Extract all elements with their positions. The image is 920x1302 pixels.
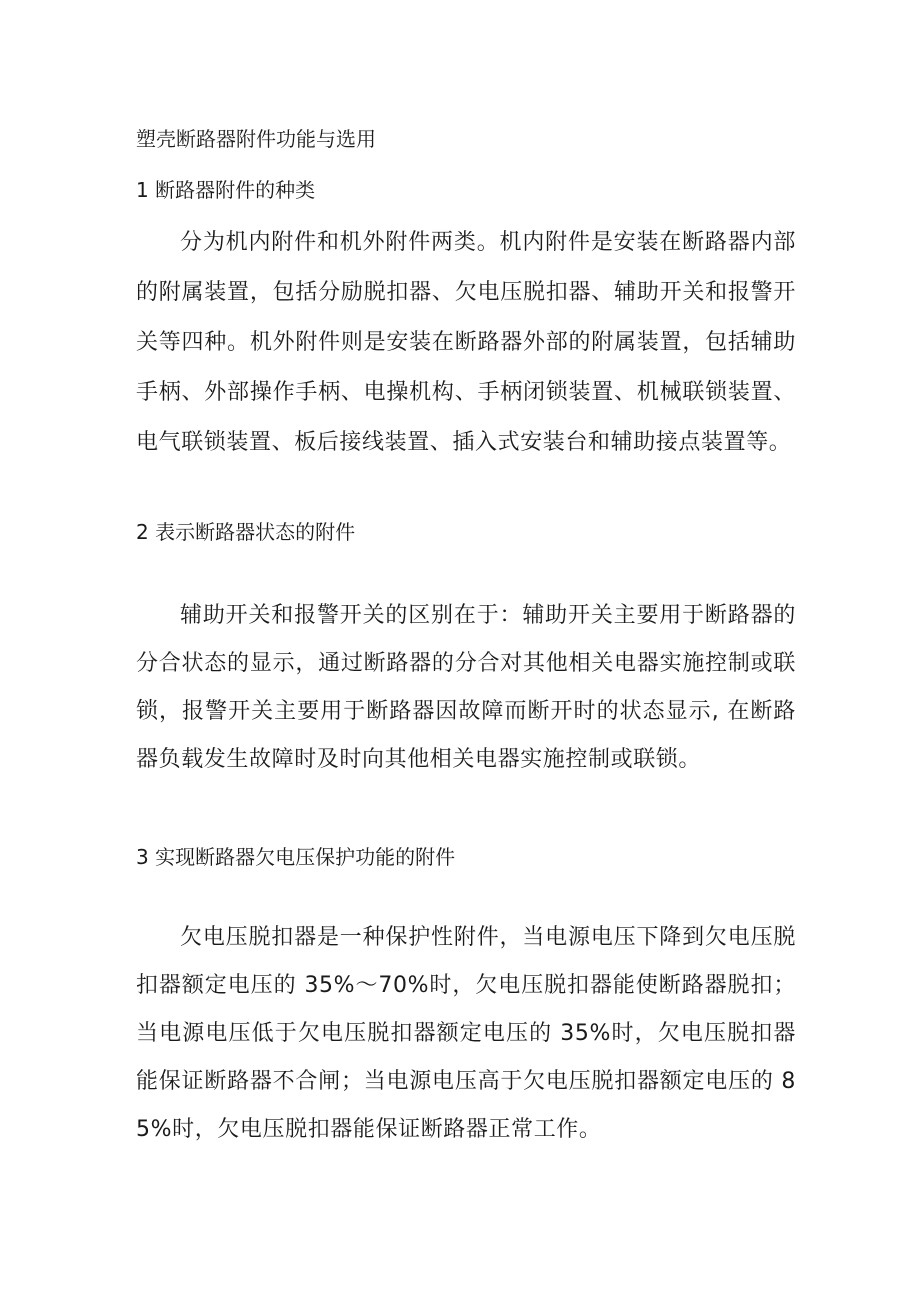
section-heading-2: 2 表示断路器状态的附件 bbox=[136, 520, 356, 544]
section-paragraph-1: 分为机内附件和机外附件两类。机内附件是安装在断路器内部的附属装置，包括分励脱扣器、欠电压脱扣器、辅助开关和报警开关等四种。机外附件则是安装在断路器外部的附属装置，包括辅助手柄、外部操作手柄、电操机构、手柄闭锁装置、机械联锁装置、电气联锁装置、板后接线装置、插入式安装台和辅助接点装置等。 bbox=[136, 230, 796, 455]
section-heading-3: 3 实现断路器欠电压保护功能的附件 bbox=[136, 845, 456, 869]
document-title: 塑壳断路器附件功能与选用 bbox=[136, 127, 376, 151]
section-paragraph-2: 辅助开关和报警开关的区别在于：辅助开关主要用于断路器的分合状态的显示，通过断路器的分合对其他相关电器实施控制或联锁，报警开关主要用于断路器因故障而断开时的状态显示, 在断路器负载发生故障时及时向其他相关电器实施控制或联锁。 bbox=[136, 603, 796, 772]
section-paragraph-3: 欠电压脱扣器是一种保护性附件，当电源电压下降到欠电压脱扣器额定电压的 35%～70%时，欠电压脱扣器能使断路器脱扣；当电源电压低于欠电压脱扣器额定电压的 35%时，欠电压脱扣器能保证断路器不合闸；当电源电压高于欠电压脱扣器额定电压的 85%时，欠电压脱扣器能保证断路器正常工作。 bbox=[136, 925, 796, 1142]
section-heading-1: 1 断路器附件的种类 bbox=[136, 178, 316, 202]
